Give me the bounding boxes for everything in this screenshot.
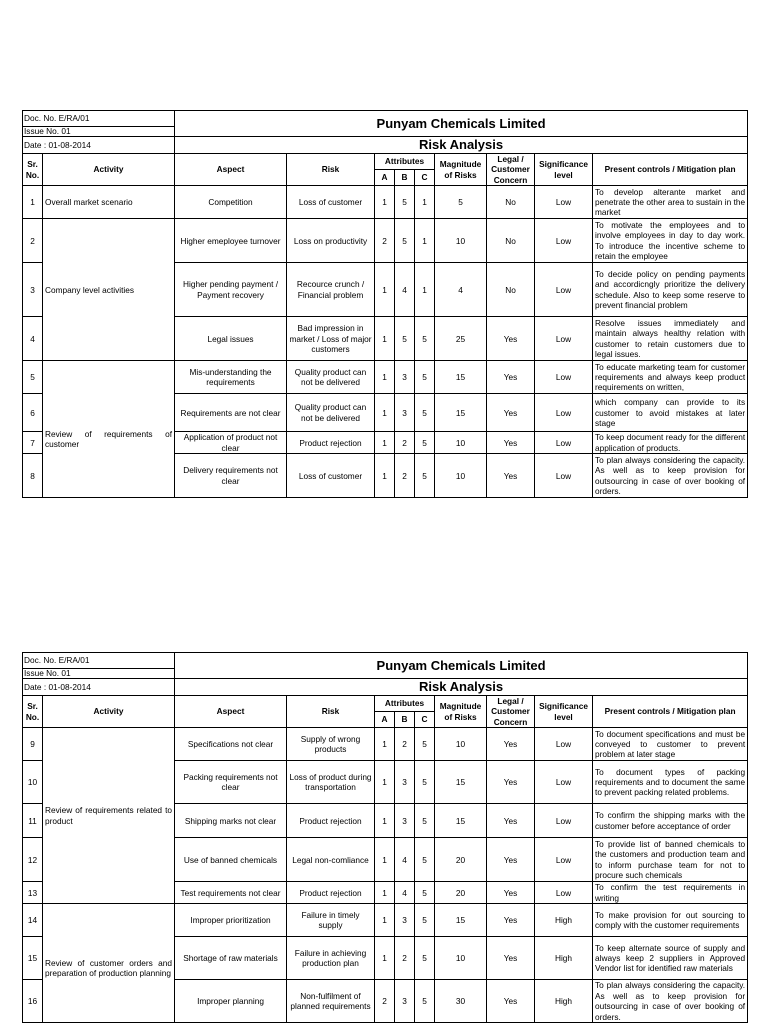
cell-control: which company can provide to its customer to avoid mistakes at later stage — [593, 394, 748, 432]
cell-activity: Review of customer orders and preparation of production planning — [43, 904, 175, 1023]
cell-significance: High — [535, 937, 593, 980]
cell-c: 1 — [415, 219, 435, 263]
cell-control: To confirm the test requirements in writing — [593, 882, 748, 904]
cell-legal: Yes — [487, 882, 535, 904]
cell-significance: Low — [535, 761, 593, 804]
cell-aspect: Application of product not clear — [175, 432, 287, 454]
cell-sr: 7 — [23, 432, 43, 454]
cell-risk: Recource crunch / Financial problem — [287, 263, 375, 317]
cell-a: 1 — [375, 394, 395, 432]
cell-legal: Yes — [487, 761, 535, 804]
header-attr-c: C — [415, 712, 435, 728]
risk-analysis-sheet-1 — [22, 110, 747, 498]
cell-aspect: Improper prioritization — [175, 904, 287, 937]
cell-aspect: Competition — [175, 186, 287, 219]
cell-b: 3 — [395, 761, 415, 804]
cell-c: 5 — [415, 432, 435, 454]
header-attr-c: C — [415, 170, 435, 186]
header-magnitude: Magnitude of Risks — [435, 696, 487, 728]
cell-b: 3 — [395, 804, 415, 838]
cell-significance: Low — [535, 882, 593, 904]
header-activity: Activity — [43, 154, 175, 186]
cell-sr: 8 — [23, 454, 43, 498]
header-attributes: Attributes — [375, 696, 435, 712]
cell-aspect: Higher pending payment / Payment recovery — [175, 263, 287, 317]
cell-aspect: Improper planning — [175, 980, 287, 1023]
cell-aspect: Packing requirements not clear — [175, 761, 287, 804]
cell-activity: Review of requirements of customer — [43, 361, 175, 498]
doc-date: Date : 01-08-2014 — [23, 137, 175, 154]
header-attr-a: A — [375, 712, 395, 728]
cell-control: To provide list of banned chemicals to the customers and production team and to inform purchase team for not to procure such chemicals — [593, 838, 748, 882]
cell-control: To keep document ready for the different application of products. — [593, 432, 748, 454]
cell-control: To document types of packing requirements and to document the same to prevent packing related problems. — [593, 761, 748, 804]
cell-a: 1 — [375, 317, 395, 361]
cell-sr: 15 — [23, 937, 43, 980]
cell-aspect: Specifications not clear — [175, 728, 287, 761]
cell-a: 1 — [375, 838, 395, 882]
company-name: Punyam Chemicals Limited — [175, 653, 748, 679]
cell-legal: Yes — [487, 454, 535, 498]
cell-b: 5 — [395, 317, 415, 361]
company-name: Punyam Chemicals Limited — [175, 111, 748, 137]
cell-magnitude: 10 — [435, 432, 487, 454]
cell-risk: Failure in timely supply — [287, 904, 375, 937]
cell-sr: 3 — [23, 263, 43, 317]
cell-risk: Failure in achieving production plan — [287, 937, 375, 980]
cell-a: 1 — [375, 761, 395, 804]
cell-legal: Yes — [487, 728, 535, 761]
cell-sr: 9 — [23, 728, 43, 761]
cell-legal: Yes — [487, 394, 535, 432]
cell-a: 1 — [375, 937, 395, 980]
cell-aspect: Shipping marks not clear — [175, 804, 287, 838]
cell-control: To develop alterante market and penetrate the other area to sustain in the market — [593, 186, 748, 219]
cell-magnitude: 15 — [435, 361, 487, 394]
cell-aspect: Delivery requirements not clear — [175, 454, 287, 498]
issue-number: Issue No. 01 — [23, 669, 175, 679]
cell-legal: Yes — [487, 361, 535, 394]
cell-c: 5 — [415, 394, 435, 432]
cell-magnitude: 5 — [435, 186, 487, 219]
cell-magnitude: 25 — [435, 317, 487, 361]
cell-sr: 12 — [23, 838, 43, 882]
cell-magnitude: 15 — [435, 904, 487, 937]
cell-legal: Yes — [487, 838, 535, 882]
cell-activity: Review of requirements related to product — [43, 728, 175, 904]
cell-a: 1 — [375, 186, 395, 219]
header-sr: Sr. No. — [23, 696, 43, 728]
cell-significance: Low — [535, 394, 593, 432]
cell-risk: Bad impression in market / Loss of major customers — [287, 317, 375, 361]
risk-table-2 — [22, 652, 748, 1023]
cell-risk: Loss of customer — [287, 186, 375, 219]
cell-significance: Low — [535, 361, 593, 394]
cell-sr: 2 — [23, 219, 43, 263]
cell-magnitude: 10 — [435, 728, 487, 761]
cell-control: To plan always considering the capacity. As well as to keep provision for outsourcing in case of over booking of orders. — [593, 454, 748, 498]
header-attr-b: B — [395, 170, 415, 186]
cell-control: Resolve issues immediately and maintain always healthy relation with customer to retain customers due to legal issues. — [593, 317, 748, 361]
cell-b: 3 — [395, 361, 415, 394]
doc-number: Doc. No. E/RA/01 — [23, 111, 175, 127]
cell-c: 5 — [415, 838, 435, 882]
cell-significance: Low — [535, 317, 593, 361]
cell-c: 1 — [415, 263, 435, 317]
cell-significance: High — [535, 904, 593, 937]
cell-a: 1 — [375, 454, 395, 498]
header-significance: Significance level — [535, 154, 593, 186]
cell-b: 3 — [395, 394, 415, 432]
cell-c: 5 — [415, 904, 435, 937]
cell-sr: 10 — [23, 761, 43, 804]
cell-c: 5 — [415, 361, 435, 394]
cell-significance: Low — [535, 804, 593, 838]
cell-aspect: Test requirements not clear — [175, 882, 287, 904]
cell-control: To keep alternate source of supply and always keep 2 suppliers in Approved Vendor list for identified raw materials — [593, 937, 748, 980]
cell-significance: Low — [535, 838, 593, 882]
header-attr-b: B — [395, 712, 415, 728]
cell-b: 4 — [395, 882, 415, 904]
header-aspect: Aspect — [175, 696, 287, 728]
cell-significance: Low — [535, 432, 593, 454]
cell-risk: Supply of wrong products — [287, 728, 375, 761]
cell-legal: Yes — [487, 980, 535, 1023]
cell-magnitude: 10 — [435, 937, 487, 980]
table-row — [23, 904, 748, 937]
risk-table-1 — [22, 110, 748, 498]
cell-significance: Low — [535, 186, 593, 219]
cell-sr: 6 — [23, 394, 43, 432]
table-row — [23, 186, 748, 219]
header-aspect: Aspect — [175, 154, 287, 186]
cell-legal: Yes — [487, 432, 535, 454]
cell-aspect: Requirements are not clear — [175, 394, 287, 432]
cell-c: 5 — [415, 761, 435, 804]
cell-a: 1 — [375, 263, 395, 317]
cell-magnitude: 15 — [435, 761, 487, 804]
cell-b: 4 — [395, 838, 415, 882]
issue-number: Issue No. 01 — [23, 127, 175, 137]
cell-aspect: Mis-understanding the requirements — [175, 361, 287, 394]
cell-risk: Quality product can not be delivered — [287, 394, 375, 432]
cell-risk: Non-fulfilment of planned requirements — [287, 980, 375, 1023]
cell-risk: Legal non-comliance — [287, 838, 375, 882]
cell-b: 5 — [395, 219, 415, 263]
cell-sr: 1 — [23, 186, 43, 219]
table-row — [23, 219, 748, 263]
cell-b: 2 — [395, 728, 415, 761]
header-significance: Significance level — [535, 696, 593, 728]
cell-control: To educate marketing team for customer requirements and always keep product requirements on written, — [593, 361, 748, 394]
cell-activity: Overall market scenario — [43, 186, 175, 219]
document-title: Risk Analysis — [175, 679, 748, 696]
cell-c: 5 — [415, 317, 435, 361]
cell-significance: High — [535, 980, 593, 1023]
cell-control: To motivate the employees and to involve employees in day to day work. To introduce the incentive scheme to retain the employee — [593, 219, 748, 263]
cell-risk: Loss of product during transportation — [287, 761, 375, 804]
header-controls: Present controls / Mitigation plan — [593, 154, 748, 186]
cell-legal: Yes — [487, 937, 535, 980]
cell-significance: Low — [535, 728, 593, 761]
header-attr-a: A — [375, 170, 395, 186]
cell-b: 3 — [395, 904, 415, 937]
cell-aspect: Use of banned chemicals — [175, 838, 287, 882]
cell-legal: Yes — [487, 804, 535, 838]
cell-aspect: Legal issues — [175, 317, 287, 361]
table-row — [23, 361, 748, 394]
cell-magnitude: 15 — [435, 804, 487, 838]
cell-a: 1 — [375, 728, 395, 761]
cell-b: 2 — [395, 454, 415, 498]
cell-b: 3 — [395, 980, 415, 1023]
header-magnitude: Magnitude of Risks — [435, 154, 487, 186]
cell-a: 1 — [375, 361, 395, 394]
cell-a: 1 — [375, 882, 395, 904]
cell-sr: 11 — [23, 804, 43, 838]
cell-c: 5 — [415, 937, 435, 980]
cell-magnitude: 20 — [435, 838, 487, 882]
cell-risk: Product rejection — [287, 804, 375, 838]
cell-c: 5 — [415, 882, 435, 904]
cell-c: 5 — [415, 454, 435, 498]
cell-sr: 13 — [23, 882, 43, 904]
cell-a: 2 — [375, 219, 395, 263]
cell-aspect: Shortage of raw materials — [175, 937, 287, 980]
cell-sr: 5 — [23, 361, 43, 394]
header-legal: Legal / Customer Concern — [487, 154, 535, 186]
cell-control: To decide policy on pending payments and accordicngly prioritize the delivery schedule. Also to keep some reserve to prevent financial problem — [593, 263, 748, 317]
cell-magnitude: 4 — [435, 263, 487, 317]
header-attributes: Attributes — [375, 154, 435, 170]
header-legal: Legal / Customer Concern — [487, 696, 535, 728]
cell-control: To make provision for out sourcing to comply with the customer requirements — [593, 904, 748, 937]
risk-analysis-sheet-2 — [22, 652, 747, 1023]
cell-legal: No — [487, 219, 535, 263]
cell-control: To plan always considering the capacity. As well as to keep provision for outsourcing in case of over booking of orders. — [593, 980, 748, 1023]
doc-date: Date : 01-08-2014 — [23, 679, 175, 696]
cell-b: 4 — [395, 263, 415, 317]
cell-sr: 4 — [23, 317, 43, 361]
cell-magnitude: 10 — [435, 219, 487, 263]
cell-legal: Yes — [487, 904, 535, 937]
table-row — [23, 728, 748, 761]
cell-sr: 16 — [23, 980, 43, 1023]
document-title: Risk Analysis — [175, 137, 748, 154]
header-risk: Risk — [287, 696, 375, 728]
cell-control: To confirm the shipping marks with the customer before acceptance of order — [593, 804, 748, 838]
cell-c: 5 — [415, 728, 435, 761]
cell-a: 1 — [375, 432, 395, 454]
header-sr: Sr. No. — [23, 154, 43, 186]
header-risk: Risk — [287, 154, 375, 186]
cell-magnitude: 10 — [435, 454, 487, 498]
cell-significance: Low — [535, 263, 593, 317]
cell-risk: Loss on productivity — [287, 219, 375, 263]
cell-aspect: Higher emeployee turnover — [175, 219, 287, 263]
doc-number: Doc. No. E/RA/01 — [23, 653, 175, 669]
cell-risk: Product rejection — [287, 432, 375, 454]
cell-risk: Loss of customer — [287, 454, 375, 498]
cell-legal: No — [487, 263, 535, 317]
header-activity: Activity — [43, 696, 175, 728]
cell-c: 5 — [415, 804, 435, 838]
cell-c: 1 — [415, 186, 435, 219]
header-controls: Present controls / Mitigation plan — [593, 696, 748, 728]
cell-b: 2 — [395, 937, 415, 980]
cell-control: To document specifications and must be conveyed to customer to prevent problem at later stage — [593, 728, 748, 761]
cell-magnitude: 30 — [435, 980, 487, 1023]
cell-a: 2 — [375, 980, 395, 1023]
cell-magnitude: 15 — [435, 394, 487, 432]
cell-b: 2 — [395, 432, 415, 454]
cell-magnitude: 20 — [435, 882, 487, 904]
cell-a: 1 — [375, 804, 395, 838]
cell-c: 5 — [415, 980, 435, 1023]
cell-b: 5 — [395, 186, 415, 219]
cell-legal: No — [487, 186, 535, 219]
cell-significance: Low — [535, 219, 593, 263]
cell-a: 1 — [375, 904, 395, 937]
cell-legal: Yes — [487, 317, 535, 361]
cell-risk: Quality product can not be delivered — [287, 361, 375, 394]
cell-sr: 14 — [23, 904, 43, 937]
cell-significance: Low — [535, 454, 593, 498]
cell-risk: Product rejection — [287, 882, 375, 904]
cell-activity: Company level activities — [43, 219, 175, 361]
